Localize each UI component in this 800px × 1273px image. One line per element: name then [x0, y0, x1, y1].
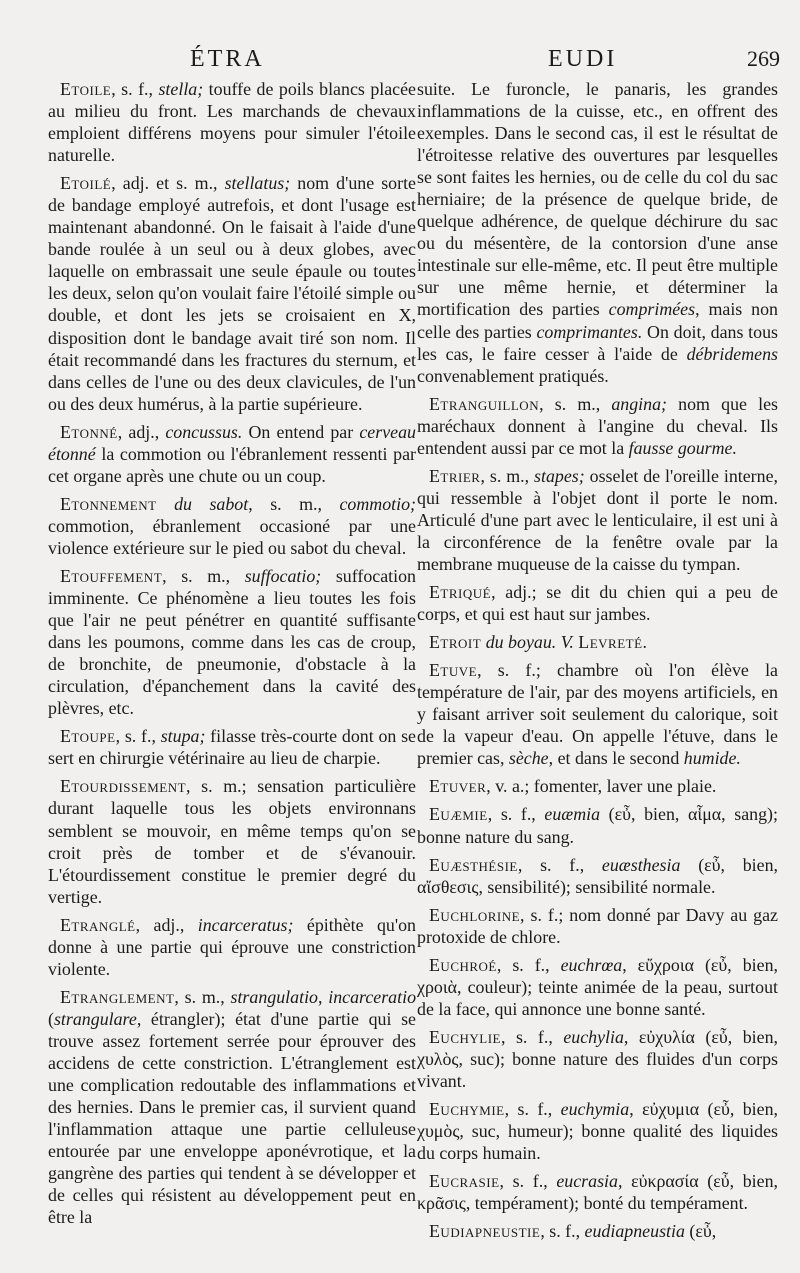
entry-italic-text: strangulatio: [230, 986, 318, 1007]
dictionary-entry: [417, 659, 778, 769]
entry-italic-text: eudiapneustia: [584, 1221, 685, 1242]
dictionary-entry: [417, 78, 778, 387]
entry-text: , εὐκρασία (εὖ, bien, κρᾶσις, tempérament); bonté du tempérament.: [417, 1171, 779, 1214]
entry-italic-text: du sabot: [174, 493, 249, 514]
entry-headword: Etourdissement: [60, 776, 187, 797]
dictionary-entry: [417, 1220, 778, 1242]
entry-italic-text: stapes;: [534, 465, 585, 486]
entry-text: , s. f.,: [500, 1026, 564, 1047]
entry-text: [157, 494, 175, 514]
entry-italic-text: commotio;: [339, 493, 416, 514]
right-column: [417, 78, 778, 1248]
entry-text: (εὖ, bien, αἴσθεσις, sensibilité); sensibilité normale.: [417, 854, 778, 897]
entry-headword: Etoupe: [60, 726, 116, 747]
entry-text: , s. m.,: [480, 465, 535, 486]
entry-italic-text: euæmia: [544, 804, 601, 825]
entry-text: suite. Le furoncle, le panaris, les grandes inflammations de la cuisse, etc., en offrent des exemples. Dans le second cas, il est le résultat de l'étroitesse relative des ouvertures par lesquelles se sont faites les hernies, ou de celle du col du sac herniaire; de la présence de quelque bride, de quelque adhérence, de quelque déchirure du sac ou du mésentère, de la contorsion d'une anse intestinale sur elle-même, etc. Il peut être multiple sur une même hernie, et déterminer la mortification des parties: [417, 79, 778, 320]
entry-headword: Euchylie: [429, 1026, 501, 1047]
entry-text: , s. f.,: [499, 1171, 557, 1192]
entry-text: , s. f.,: [487, 804, 545, 825]
entry-headword: Etranguillon: [429, 393, 540, 414]
entry-text: convenablement pratiqués.: [417, 365, 609, 386]
entry-text: , étrangler); état d'une partie qui se trouve assez fortement serrée pour éprouver des accidens de cette constriction. L'étranglement est une complication redoutable des inflammations et des hernies. Dans le premier cas, il survient quand l'inflammation attaque une partie celluleuse entourée par une enveloppe aponévrotique, et la gangrène des parties qui tendent à se développer et de celles qui résistent au développement peut en être la: [48, 1008, 416, 1228]
header-right-guideword: EUDI: [548, 46, 618, 72]
dictionary-entry: [417, 1170, 778, 1214]
entry-headword: Etriqué: [429, 582, 492, 603]
entry-text: , adj. et s. m.,: [111, 173, 225, 194]
dictionary-entry: [417, 1026, 778, 1092]
entry-text: , εὔχροια (εὖ, bien, χροιὰ, couleur); teinte animée de la peau, surtout de la face, qui annonce une bonne santé.: [417, 954, 778, 1019]
entry-text: , s. f.; chambre où l'on élève la température de l'air, par des moyens artificiels, en y faisant arriver soit seulement du calorique, soit de la vapeur d'eau. On appelle l'étuve, dans le premier cas,: [417, 660, 778, 769]
entry-headword: Etroit: [429, 632, 482, 653]
entry-text: filasse très-courte dont on se sert en chirurgie vétérinaire au lieu de charpie.: [48, 726, 416, 769]
entry-text: , s. f.,: [115, 726, 161, 747]
dictionary-entry: [48, 172, 416, 415]
entry-italic-text: débridemens: [686, 343, 778, 364]
entry-headword: Etranglé: [60, 914, 136, 935]
entry-text: On entend par: [242, 421, 360, 442]
entry-text: commotion, ébranlement occasioné par une violence extérieure sur le pied ou sabot du cheval.: [48, 515, 416, 558]
entry-text: nom que les maréchaux donnent à l'angine du cheval. Ils entendent aussi par ce mot la: [417, 393, 778, 458]
dictionary-entry: [48, 565, 416, 719]
dictionary-entry: [417, 954, 778, 1020]
entry-italic-text: stella;: [158, 79, 204, 99]
entry-headword: Etuve: [429, 660, 478, 681]
entry-italic-text: euchylia: [563, 1026, 624, 1047]
entry-headword: Euchroé: [429, 954, 497, 975]
entry-headword: Euchlorine: [429, 904, 521, 925]
entry-text: (εὖ, bien, αἷμα, sang); bonne nature du sang.: [417, 804, 778, 847]
entry-text: , s. f.; nom donné par Davy au gaz protoxide de chlore.: [417, 904, 778, 947]
entry-text: , s. f.,: [496, 954, 561, 975]
entry-italic-text: stupa;: [160, 726, 206, 747]
entry-italic-text: euæsthesia: [601, 854, 681, 875]
dictionary-entry: [417, 854, 778, 898]
entry-italic-text: du boyau. V.: [485, 632, 574, 653]
dictionary-entry: [417, 1098, 778, 1164]
dictionary-entry: [417, 393, 778, 459]
entry-text: , s. f.,: [517, 854, 602, 875]
entry-headword: Etranglement: [60, 986, 175, 1007]
page-number: 269: [747, 46, 780, 71]
entry-cross-reference: Levreté.: [578, 632, 648, 653]
entry-text: (εὖ,: [684, 1221, 717, 1242]
header-left-guideword: ÉTRA: [190, 46, 265, 72]
dictionary-entry: [417, 775, 778, 797]
entry-italic-text: incarceratio: [328, 986, 417, 1007]
entry-text: suffocation imminente. Ce phénomène a lieu toutes les fois que l'air ne peut pénétrer en quantité suffisante dans les poumons, comme dans les cas de croup, de bronchite, de pneumonie, d'obstacle à la circulation, d'épanchement dans la cavité des plèvres, etc.: [48, 565, 417, 719]
dictionary-entry: [48, 78, 416, 166]
dictionary-entry: [48, 914, 416, 980]
entry-italic-text: comprimantes.: [536, 321, 643, 342]
entry-text: , s. m.,: [539, 393, 612, 414]
entry-headword: Euæmie: [429, 804, 488, 825]
entry-text: , s. f.,: [111, 79, 159, 99]
entry-text: , adj.; se dit du chien qui a peu de corps, et qui est haut sur jambes.: [417, 582, 778, 625]
entry-italic-text: strangulare: [53, 1008, 137, 1029]
entry-text: , s. m.; sensation particulière durant laquelle tous les objets environnans semblent se mouvoir, en même temps qu'on se croit près de tomber et de s'évanouir. L'étourdissement constitue le premier degré du vertige.: [48, 776, 416, 907]
entry-text: On doit, dans tous les cas, le faire cesser à l'aide de: [417, 321, 778, 364]
dictionary-entry: [417, 581, 778, 625]
entry-text: , s. f.,: [540, 1221, 585, 1242]
entry-headword: Euchymie: [429, 1099, 505, 1120]
entry-text: la commotion ou l'ébranlement ressenti par cet organe après une chute ou un coup.: [48, 443, 416, 486]
entry-text: touffe de poils blancs placée au milieu du front. Les marchands de chevaux emploient différens moyens pour simuler l'étoile naturelle.: [48, 79, 416, 166]
entry-text: épithète qu'on donne à une partie qui éprouve une constriction violente.: [48, 914, 416, 979]
entry-text: nom d'une sorte de bandage employé autrefois, et dont l'usage est maintenant abandonné. On le faisait à l'aide d'une bande roulée à un seul ou à deux globes, avec laquelle on embrassait une seule épaule ou toutes les deux, selon qu'on voulait faire l'étoilé simple ou double, et dont les jets se croisaient en X, disposition dont le bandage avait tiré son nom. Il était recommandé dans les fractures du sternum, et dans celles de l'une ou des deux clavicules, de l'un ou des deux humérus, à la partie supérieure.: [48, 173, 416, 414]
entry-headword: Etouffement: [60, 565, 163, 586]
entry-text: , adj.,: [135, 914, 198, 935]
entry-text: , v. a.; fomenter, laver une plaie.: [486, 776, 717, 797]
entry-italic-text: incarceratus;: [197, 914, 294, 935]
entry-italic-text: angina;: [611, 393, 667, 414]
entry-italic-text: stellatus;: [224, 173, 291, 194]
entry-text: , s. m.,: [174, 986, 231, 1007]
entry-headword: Etuver: [429, 776, 487, 797]
left-column: [48, 78, 416, 1234]
entry-italic-text: sèche: [508, 748, 549, 769]
entry-italic-text: concussus.: [165, 421, 243, 442]
entry-italic-text: suffocatio;: [244, 565, 322, 586]
entry-italic-text: euchrœa: [560, 954, 623, 975]
entry-text: , mais non celle des parties: [417, 299, 778, 342]
entry-italic-text: euchymia: [560, 1099, 630, 1120]
entry-headword: Eudiapneustie: [429, 1221, 541, 1242]
entry-italic-text: comprimées: [608, 299, 696, 320]
dictionary-entry: [48, 421, 416, 487]
entry-headword: Eucrasie: [429, 1171, 500, 1192]
entry-headword: Etonné: [60, 421, 118, 442]
entry-headword: Etonnement: [60, 493, 157, 514]
dictionary-entry: [48, 986, 416, 1229]
entry-italic-text: eucrasia: [556, 1171, 618, 1192]
dictionary-entry: [48, 493, 416, 559]
entry-headword: Euæsthésie: [429, 854, 518, 875]
entry-italic-text: fausse gourme.: [628, 437, 737, 458]
entry-headword: Etoilé: [60, 173, 112, 194]
dictionary-entry: [417, 904, 778, 948]
entry-headword: Etoile: [60, 79, 112, 99]
dictionary-entry: [48, 725, 416, 769]
dictionary-entry: [417, 803, 778, 847]
dictionary-entry: [48, 775, 416, 907]
entry-text: , et dans le second: [548, 748, 684, 769]
entry-text: , adj.,: [117, 421, 166, 442]
dictionary-entry: [417, 631, 778, 653]
entry-italic-text: humide.: [683, 748, 741, 769]
entry-text: ,: [317, 986, 329, 1007]
dictionary-entry: [417, 465, 778, 575]
entry-text: , εὐχυμια (εὖ, bien, χυμὸς, suc, humeur); bonne qualité des liquides du corps humain.: [417, 1099, 778, 1164]
entry-text: , s. f.,: [504, 1099, 561, 1120]
entry-text: osselet de l'oreille interne, qui ressemble à l'objet dont il porte le nom. Articulé d'une part avec le lenticulaire, il est uni à la circonférence de la fenêtre ovale par la membrane muqueuse de la caisse du tympan.: [417, 465, 778, 574]
entry-headword: Etrier: [429, 465, 481, 486]
entry-text: , εὐχυλία (εὖ, bien, χυλὸς, suc); bonne nature des fluides d'un corps vivant.: [417, 1026, 779, 1091]
entry-text: (: [48, 1008, 54, 1029]
entry-text: , s. m.,: [248, 493, 340, 514]
entry-italic-text: cerveau étonné: [48, 421, 416, 464]
running-header: [40, 46, 780, 78]
entry-text: , s. m.,: [162, 565, 245, 586]
